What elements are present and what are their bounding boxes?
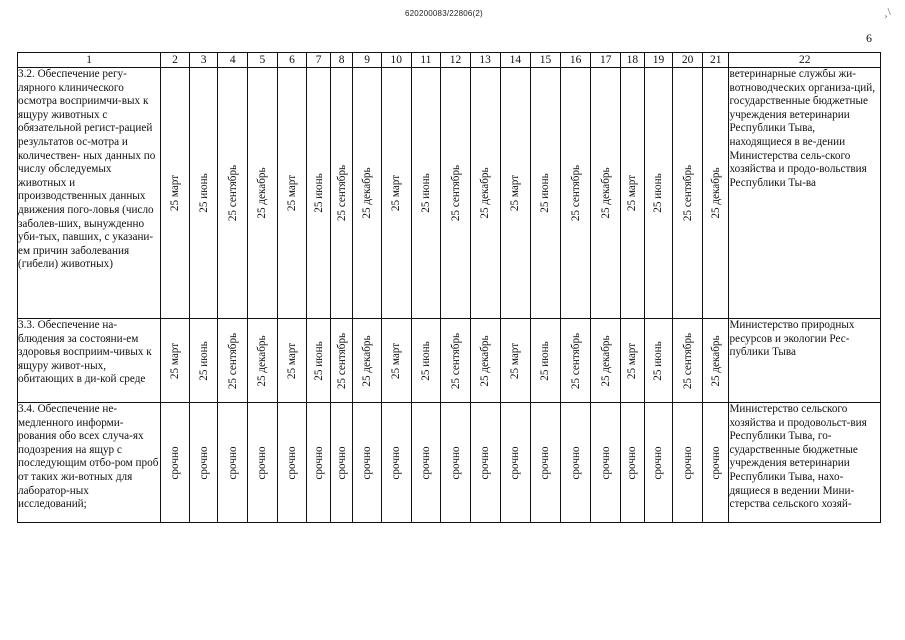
schedule-date: 25 сентябрь bbox=[569, 164, 582, 222]
schedule-date: 25 декабрь bbox=[361, 167, 374, 219]
schedule-date: 25 декабрь bbox=[479, 334, 492, 387]
column-number-13: 13 bbox=[470, 53, 500, 68]
schedule-date: 25 сентябрь bbox=[681, 164, 694, 222]
column-number-18: 18 bbox=[621, 53, 645, 68]
schedule-cell bbox=[277, 403, 307, 523]
schedule-cell bbox=[381, 403, 411, 523]
column-number-20: 20 bbox=[673, 53, 703, 68]
schedule-cell bbox=[189, 319, 218, 403]
schedule-cell bbox=[621, 403, 645, 523]
schedule-date: 25 декабрь bbox=[256, 334, 269, 387]
schedule-date: срочно bbox=[390, 445, 403, 480]
schedule-cell bbox=[470, 319, 500, 403]
schedule-cell bbox=[591, 68, 621, 319]
schedule-cell bbox=[411, 403, 441, 523]
schedule-date: 25 июнь bbox=[312, 340, 325, 381]
schedule-date: 25 сентябрь bbox=[226, 332, 239, 389]
schedule-cell bbox=[470, 403, 500, 523]
schedule-date: срочно bbox=[285, 445, 298, 480]
column-number-12: 12 bbox=[441, 53, 471, 68]
schedule-date: 25 сентябрь bbox=[681, 332, 694, 389]
table-row bbox=[18, 68, 881, 319]
schedule-date: 25 март bbox=[285, 342, 298, 379]
schedule-cell bbox=[702, 68, 729, 319]
column-number-16: 16 bbox=[560, 53, 591, 68]
schedule-cell bbox=[702, 403, 729, 523]
schedule-date: срочно bbox=[449, 445, 462, 480]
schedule-cell bbox=[248, 68, 278, 319]
schedule-cell bbox=[411, 319, 441, 403]
schedule-date: 25 сентябрь bbox=[449, 164, 462, 222]
document-id: 620200083/22806(2) bbox=[405, 9, 483, 18]
schedule-cell bbox=[591, 403, 621, 523]
column-number-4: 4 bbox=[218, 53, 248, 68]
schedule-date: 25 июнь bbox=[419, 173, 432, 213]
plan-table bbox=[17, 52, 881, 523]
column-number-3: 3 bbox=[189, 53, 218, 68]
schedule-date: 25 декабрь bbox=[599, 167, 612, 219]
schedule-date: срочно bbox=[539, 445, 552, 480]
schedule-cell bbox=[189, 68, 218, 319]
schedule-cell bbox=[330, 68, 352, 319]
schedule-cell bbox=[500, 403, 531, 523]
schedule-cell bbox=[470, 68, 500, 319]
row-executor: Министерство сельского хозяйства и продовольст-вия Республики Тыва, го-сударственные бюджетные учреждения ветеринарии Республики Тыва, нахо-дящиеся в ведении Мини-стерства сельского хозяй- bbox=[729, 403, 881, 523]
schedule-cell bbox=[161, 319, 190, 403]
column-number-1: 1 bbox=[18, 53, 161, 68]
corner-mark: ¸\ bbox=[884, 6, 891, 18]
schedule-cell bbox=[644, 403, 673, 523]
schedule-cell bbox=[277, 319, 307, 403]
column-number-7: 7 bbox=[307, 53, 331, 68]
schedule-cell bbox=[441, 403, 471, 523]
row-executor: ветеринарные службы жи-вотноводческих организа-ций, государственные бюджетные учреждения ветеринарии Республики Тыва, находящиеся в ве-дении Министерства сель-ского хозяйства и продо-вольствия Республики Ты-ва bbox=[729, 68, 881, 319]
schedule-date: срочно bbox=[569, 445, 582, 480]
schedule-date: 25 июнь bbox=[652, 340, 665, 381]
schedule-cell bbox=[353, 319, 382, 403]
schedule-cell bbox=[644, 319, 673, 403]
column-number-6: 6 bbox=[277, 53, 307, 68]
schedule-date: срочно bbox=[256, 445, 269, 480]
schedule-date: 25 сентябрь bbox=[569, 332, 582, 389]
schedule-date: срочно bbox=[419, 445, 432, 480]
schedule-cell bbox=[330, 403, 352, 523]
column-number-14: 14 bbox=[500, 53, 531, 68]
row-description: 3.2. Обеспечение регу-лярного клинического осмотра восприимчи-вых к ящуру животных с обязательной регист-рацией результатов ос-мотра и количествен- ных данных по числу обследуемых животных и производственных данных движения пого-ловья (число заболев-ших, вынужденно уби-тых, павших, с указани-ем причин заболевания (гибели) животных) bbox=[18, 68, 161, 319]
schedule-date: срочно bbox=[479, 445, 492, 480]
schedule-cell bbox=[277, 68, 307, 319]
schedule-cell bbox=[621, 68, 645, 319]
schedule-date: срочно bbox=[312, 445, 325, 480]
schedule-date: 25 март bbox=[390, 342, 403, 379]
schedule-cell bbox=[441, 68, 471, 319]
column-number-11: 11 bbox=[411, 53, 441, 68]
schedule-cell bbox=[500, 68, 531, 319]
schedule-cell bbox=[500, 319, 531, 403]
schedule-date: 25 март bbox=[626, 174, 639, 212]
schedule-date: 25 июнь bbox=[539, 340, 552, 381]
column-number-5: 5 bbox=[248, 53, 278, 68]
schedule-date: 25 июнь bbox=[312, 173, 325, 213]
schedule-cell bbox=[673, 319, 703, 403]
schedule-date: срочно bbox=[709, 445, 722, 480]
schedule-date: 25 июнь bbox=[419, 340, 432, 381]
schedule-date: 25 март bbox=[285, 174, 298, 212]
schedule-date: 25 декабрь bbox=[479, 167, 492, 219]
schedule-cell bbox=[531, 319, 561, 403]
row-description: 3.3. Обеспечение на-блюдения за состояни-ем здоровья восприим-чивых к ящуру живот-ных, обитающих в ди-кой среде bbox=[18, 319, 161, 403]
schedule-cell bbox=[702, 319, 729, 403]
schedule-cell bbox=[189, 403, 218, 523]
row-description: 3.4. Обеспечение не-медленного информи-рования обо всех случа-ях подозрения на ящур с последующим отбо-ром проб от таких жи-вотных для лаборатор-ных исследований; bbox=[18, 403, 161, 523]
schedule-date: 25 март bbox=[390, 174, 403, 212]
schedule-cell bbox=[307, 68, 331, 319]
schedule-cell bbox=[560, 403, 591, 523]
column-number-row bbox=[18, 53, 881, 68]
schedule-cell bbox=[560, 319, 591, 403]
schedule-cell bbox=[621, 319, 645, 403]
column-number-17: 17 bbox=[591, 53, 621, 68]
schedule-date: 25 июнь bbox=[197, 173, 210, 213]
column-number-19: 19 bbox=[644, 53, 673, 68]
schedule-cell bbox=[353, 403, 382, 523]
page-number: 6 bbox=[866, 31, 872, 45]
schedule-date: 25 июнь bbox=[539, 173, 552, 213]
schedule-date: срочно bbox=[626, 445, 639, 480]
schedule-cell bbox=[411, 68, 441, 319]
schedule-date: 25 сентябрь bbox=[226, 164, 239, 222]
schedule-date: 25 сентябрь bbox=[335, 164, 348, 222]
schedule-date: 25 декабрь bbox=[709, 167, 722, 219]
schedule-date: 25 сентябрь bbox=[335, 332, 348, 389]
schedule-cell bbox=[381, 319, 411, 403]
schedule-date: 25 декабрь bbox=[256, 167, 269, 219]
column-number-15: 15 bbox=[531, 53, 561, 68]
column-number-8: 8 bbox=[330, 53, 352, 68]
schedule-date: 25 декабрь bbox=[599, 334, 612, 387]
table-row bbox=[18, 403, 881, 523]
schedule-date: срочно bbox=[361, 445, 374, 480]
schedule-cell bbox=[307, 403, 331, 523]
schedule-cell bbox=[673, 403, 703, 523]
schedule-date: срочно bbox=[197, 445, 210, 480]
schedule-date: срочно bbox=[599, 445, 612, 480]
schedule-cell bbox=[353, 68, 382, 319]
schedule-date: 25 март bbox=[168, 342, 181, 379]
schedule-cell bbox=[218, 68, 248, 319]
schedule-date: 25 март bbox=[509, 174, 522, 212]
schedule-date: 25 март bbox=[626, 342, 639, 379]
schedule-date: срочно bbox=[652, 445, 665, 480]
schedule-cell bbox=[441, 319, 471, 403]
schedule-date: 25 июнь bbox=[652, 173, 665, 213]
schedule-cell bbox=[560, 68, 591, 319]
table-row bbox=[18, 319, 881, 403]
column-number-9: 9 bbox=[353, 53, 382, 68]
schedule-date: 25 сентябрь bbox=[449, 332, 462, 389]
schedule-date: 25 декабрь bbox=[361, 334, 374, 387]
schedule-cell bbox=[307, 319, 331, 403]
schedule-date: срочно bbox=[681, 445, 694, 480]
schedule-cell bbox=[330, 319, 352, 403]
schedule-cell bbox=[673, 68, 703, 319]
schedule-date: срочно bbox=[335, 445, 348, 480]
schedule-date: срочно bbox=[226, 445, 239, 480]
schedule-cell bbox=[248, 403, 278, 523]
schedule-cell bbox=[591, 319, 621, 403]
schedule-cell bbox=[161, 68, 190, 319]
column-number-10: 10 bbox=[381, 53, 411, 68]
column-number-2: 2 bbox=[161, 53, 190, 68]
schedule-date: 25 июнь bbox=[197, 340, 210, 381]
schedule-date: срочно bbox=[509, 445, 522, 480]
row-executor: Министерство природных ресурсов и экологии Рес-публики Тыва bbox=[729, 319, 881, 403]
schedule-cell bbox=[381, 68, 411, 319]
schedule-date: срочно bbox=[168, 445, 181, 480]
schedule-cell bbox=[248, 319, 278, 403]
schedule-cell bbox=[531, 68, 561, 319]
schedule-date: 25 март bbox=[509, 342, 522, 379]
schedule-date: 25 декабрь bbox=[709, 334, 722, 387]
column-number-21: 21 bbox=[702, 53, 729, 68]
schedule-cell bbox=[161, 403, 190, 523]
schedule-cell bbox=[218, 319, 248, 403]
schedule-cell bbox=[644, 68, 673, 319]
schedule-cell bbox=[218, 403, 248, 523]
schedule-date: 25 март bbox=[168, 174, 181, 212]
column-number-22: 22 bbox=[729, 53, 881, 68]
schedule-cell bbox=[531, 403, 561, 523]
